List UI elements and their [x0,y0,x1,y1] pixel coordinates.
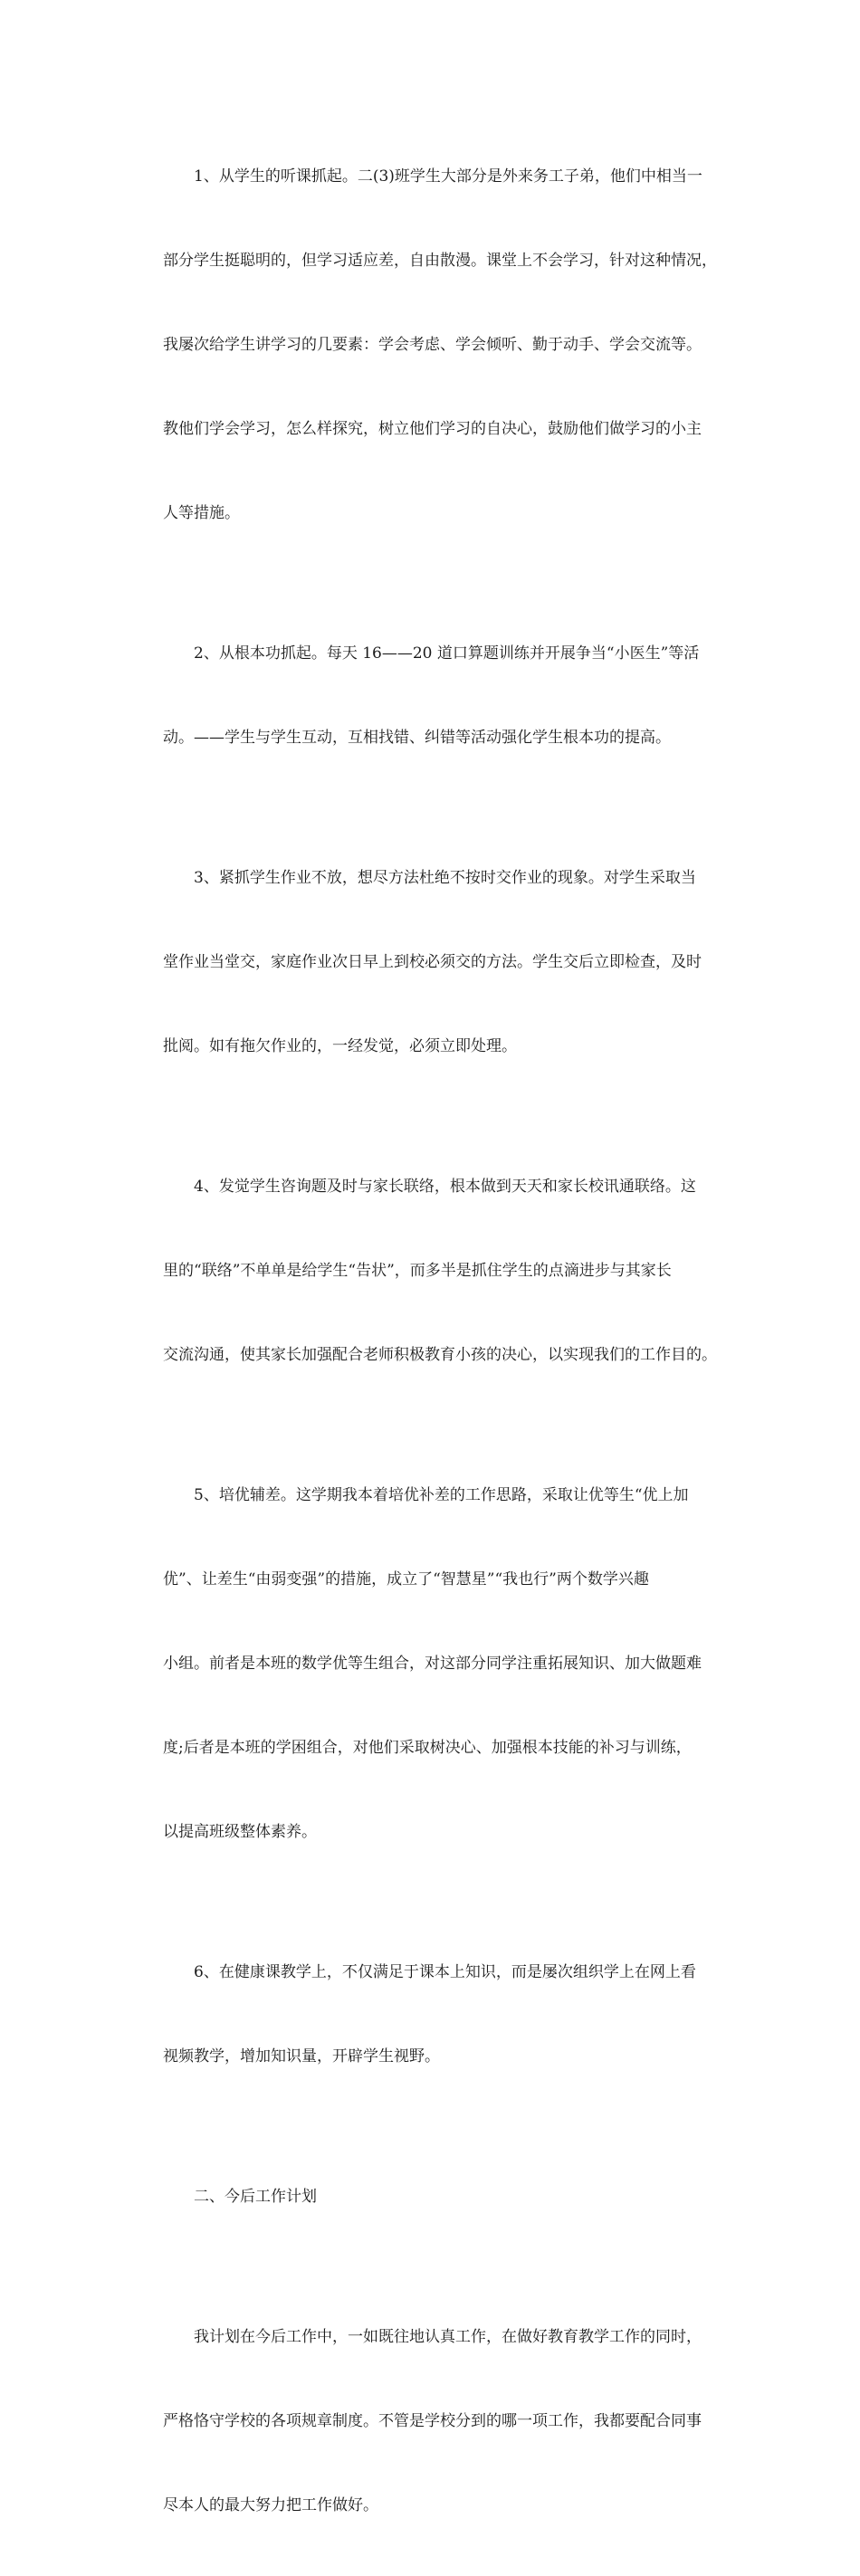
text-line: 交流沟通，使其家长加强配合老师积极教育小孩的决心，以实现我们的工作目的。 [163,1346,717,1364]
heading-line: 二、今后工作计划 [194,2188,317,2206]
text-line: 尽本人的最大努力把工作做好。 [163,2496,378,2514]
text-line: 人等措施。 [163,504,240,522]
text-line: 度;后者是本班的学困组合，对他们采取树决心、加强根本技能的补习与训练， [163,1739,692,1757]
text-line: 3、紧抓学生作业不放，想尽方法杜绝不按时交作业的现象。对学生采取当 [194,869,696,887]
text-line: 教他们学会学习，怎么样探究，树立他们学习的自决心，鼓励他们做学习的小主 [163,420,702,438]
paragraph-2 [132,584,733,808]
paragraph-1 [132,107,733,584]
document-body [132,107,733,2576]
text-line: 部分学生挺聪明的，但学习适应差，自由散漫。课堂上不会学习，针对这种情况， [163,252,717,270]
text-line: 4、发觉学生咨询题及时与家长联络，根本做到天天和家长校讯通联络。这 [194,1178,696,1196]
text-line: 1、从学生的听课抓起。二(3)班学生大部分是外来务工子弟，他们中相当一 [194,167,702,186]
text-line: 我屡次给学生讲学习的几要素：学会考虑、学会倾听、勤于动手、学会交流等。 [163,336,702,354]
text-line: 视频教学，增加知识量，开辟学生视野。 [163,2047,440,2066]
paragraph-7 [132,2267,733,2576]
text-line: 5、培优辅差。这学期我本着培优补差的工作思路，采取让优等生“优上加 [194,1486,689,1504]
text-line: 优”、让差生“由弱变强”的措施，成立了“智慧星”“我也行”两个数学兴趣 [163,1570,649,1589]
text-line: 严格恪守学校的各项规章制度。不管是学校分到的哪一项工作，我都要配合同事 [163,2412,702,2430]
text-line: 我计划在今后工作中，一如既往地认真工作，在做好教育教学工作的同时， [194,2328,702,2346]
paragraph-3 [132,808,733,1117]
text-line: 以提高班级整体素养。 [163,1823,317,1841]
text-line: 2、从根本功抓起。每天 16——20 道口算题训练并开展争当“小医生”等活 [194,644,700,663]
text-line: 堂作业当堂交，家庭作业次日早上到校必须交的方法。学生交后立即检查，及时 [163,953,702,971]
paragraph-6 [132,1903,733,2127]
text-line: 6、在健康课教学上，不仅满足于课本上知识，而是屡次组织学上在网上看 [194,1963,696,1981]
text-line: 批阅。如有拖欠作业的，一经发觉，必须立即处理。 [163,1037,517,1055]
text-line: 动。——学生与学生互动，互相找错、纠错等活动强化学生根本功的提高。 [163,729,671,747]
paragraph-4 [132,1117,733,1426]
paragraph-5 [132,1426,733,1903]
section-heading [132,2127,733,2267]
text-line: 小组。前者是本班的数学优等生组合，对这部分同学注重拓展知识、加大做题难 [163,1655,702,1673]
text-line: 里的“联络”不单单是给学生“告状”，而多半是抓住学生的点滴进步与其家长 [163,1262,672,1280]
